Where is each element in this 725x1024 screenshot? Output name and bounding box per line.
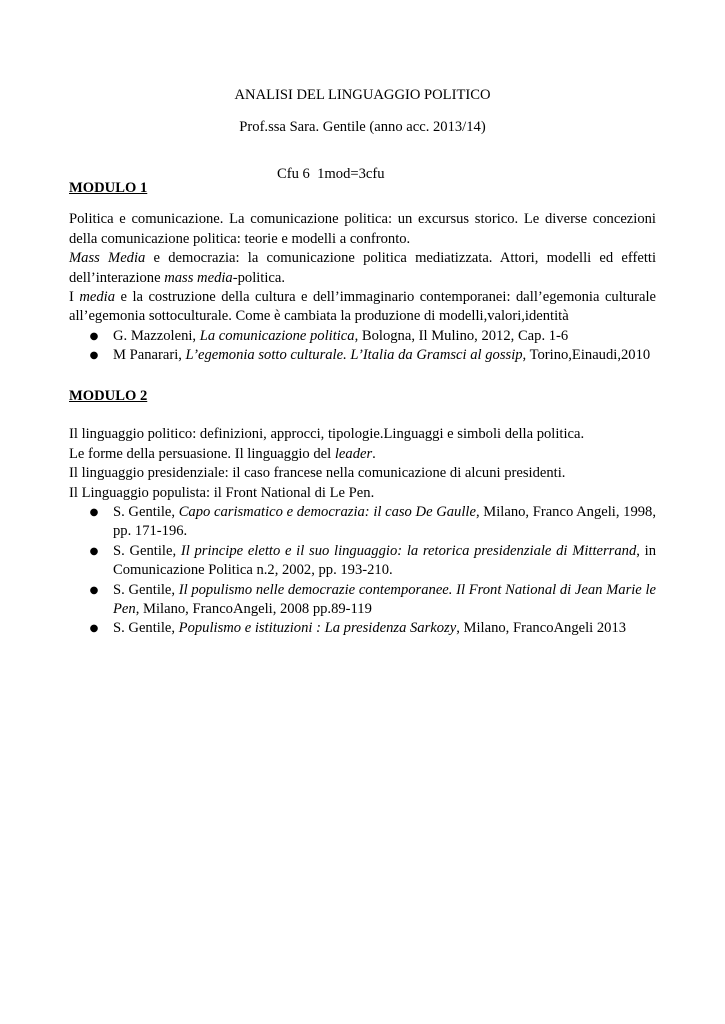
reference-item: ● S. Gentile, Populismo e istituzioni : La presidenza Sarkozy, Milano, FrancoAngeli 2013 <box>69 619 656 638</box>
bullet-icon: ● <box>89 545 99 557</box>
modulo-2-line-2: Le forme della persuasione. Il linguaggio del leader. <box>69 445 376 462</box>
modulo-2-section <box>69 387 656 639</box>
modulo-1-section <box>69 179 656 366</box>
modulo-1-paragraph-3: I media e la costruzione della cultura e dell’immaginario contemporanei: dall’egemonia culturale all’egemonia sottoculturale. Come è cambiata la produzione di modelli,valori,identità <box>69 289 656 325</box>
bullet-icon: ● <box>89 623 99 635</box>
reference-item: ● G. Mazzoleni, La comunicazione politica, Bologna, Il Mulino, 2012, Cap. 1-6 <box>69 327 656 346</box>
modulo-2-references <box>69 503 656 639</box>
bullet-icon: ● <box>89 584 99 596</box>
modulo-1-references <box>69 327 656 366</box>
professor-line: Prof.ssa Sara. Gentile (anno acc. 2013/14) <box>239 119 486 135</box>
reference-item: ● M Panarari, L’egemonia sotto culturale. L’Italia da Gramsci al gossip, Torino,Einaudi,2010 <box>69 346 656 365</box>
document-title: ANALISI DEL LINGUAGGIO POLITICO <box>234 87 491 103</box>
modulo-2-line-3: Il linguaggio presidenziale: il caso francese nella comunicazione di alcuni presidenti. <box>69 465 566 482</box>
reference-item: ● S. Gentile, Il principe eletto e il suo linguaggio: la retorica presidenziale di Mitterrand, in Comunicazione Politica n.2, 2002, pp. 193-210. <box>89 542 656 579</box>
reference-item: ● S. Gentile, Capo carismatico e democrazia: il caso De Gaulle, Milano, Franco Angeli, 1998, pp. 171-196. <box>89 504 656 540</box>
bullet-icon: ● <box>89 507 99 519</box>
reference-item: ● S. Gentile, Il populismo nelle democrazie contemporanee. Il Front National di Jean Marie le Pen, Milano, FrancoAngeli, 2008 pp.89-119 <box>89 581 656 618</box>
modulo-1-heading: MODULO 1 <box>69 180 148 196</box>
bullet-icon: ● <box>89 330 99 342</box>
cfu-line: Cfu 6 1mod=3cfu <box>277 165 385 182</box>
modulo-2-line-4: Il Linguaggio populista: il Front National di Le Pen. <box>69 484 375 501</box>
modulo-1-paragraph-2: Mass Media e democrazia: la comunicazione politica mediatizzata. Attori, modelli ed effetti dell’interazione mass media-politica. <box>69 250 656 286</box>
mass-media-italic: Mass Media <box>69 250 146 267</box>
modulo-1-paragraph-1: Politica e comunicazione. La comunicazione politica: un excursus storico. Le diverse concezioni della comunicazione politica: teorie e modelli a confronto. <box>69 211 656 247</box>
modulo-2-line-1: Il linguaggio politico: definizioni, approcci, tipologie.Linguaggi e simboli della politica. <box>69 426 585 443</box>
modulo-2-heading: MODULO 2 <box>69 388 148 404</box>
bullet-icon: ● <box>89 350 99 362</box>
